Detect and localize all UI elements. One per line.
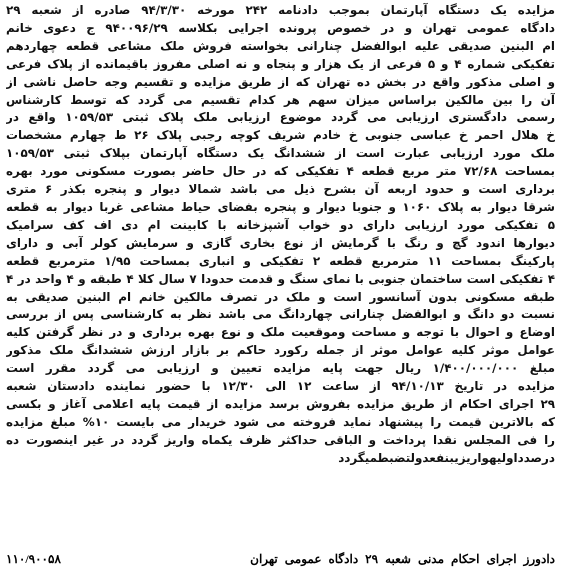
- reference-number: ۱۱۰/۹۰۰۵۸: [6, 551, 61, 566]
- notice-line: دادگاه عمومی تهران و در خصوص پرونده اجرایی بکلاسه ۹۴۰۰۹۶/۲۹ ج دعوی خانم: [6, 20, 555, 35]
- notice-body: [6, 2, 555, 468]
- notice-line: طبقه مسکونی بدون آسانسور است و ملک در تصرف مالکین خانم ام البنین صدیقی به: [6, 289, 555, 304]
- notice-line: ملک مورد ارزیابی عبارت است از ششدانگ یک دستگاه آپارتمان بپلاک ثبتی ۱۰۵۹/۵۳: [6, 146, 555, 161]
- notice-line: را فی المجلس نقدا پرداخت و الباقی حداکثر ظرف یکماه واریز گردد در غیر اینصورت ده: [6, 432, 555, 447]
- notice-line: که بالاترین قیمت را پیشنهاد نماید فروخته می شود خریدار می بایست ۱۰% مبلغ مزایده: [6, 414, 555, 429]
- notice-line: ام البنین صدیقی علیه ابوالفضل چنارانی بخواسته فروش ملک مشاعی قطعه چهاردهم: [6, 38, 555, 53]
- notice-line: دیوارها اندود گچ و رنگ با گرمایش از نوع بخاری گازی و سرمایش کولر آبی و دارای: [6, 235, 555, 250]
- notice-line: مبلغ ۱/۴۰۰/۰۰۰/۰۰۰ ریال جهت پایه مزایده تعیین و ارزیابی می گردد مقرر است: [6, 361, 555, 376]
- notice-line: مزایده یک دستگاه آپارتمان بموجب دادنامه ۲۴۲ مورخه ۹۴/۳/۳۰ صادره از شعبه ۲۹: [6, 3, 555, 17]
- notice-line: پارکینگ بمساحت ۱۱ مترمربع قطعه ۲ تفکیکی و انباری بمساحت ۱/۹۵ مترمربع قطعه: [6, 253, 555, 268]
- notice-line: مزایده در تاریخ ۹۴/۱۰/۱۳ از ساعت ۱۲ الی ۱۲/۳۰ با حضور نماینده دادستان شعبه: [6, 379, 555, 394]
- notice-line: رسمی دادگستری ارزیابی می گردد موضوع ارزیابی ملک پلاک ثبتی ۱۰۵۹/۵۳ واقع در: [6, 110, 555, 125]
- notice-line: بمساحت ۷۲/۶۸ متر مربع قطعه ۴ تفکیکی که در حال حاضر بصورت مسکونی مورد بهره: [6, 164, 555, 179]
- notice-line: ۴ تفکیکی است ساختمان جنوبی با نمای سنگ و قدمت حدودا ۷ سال کلا ۴ طبقه و ۴ واحد در ۴: [6, 271, 555, 286]
- notice-line: ۲۹ اجرای احکام از طریق مزایده بفروش برسد مزایده از قیمت پایه اعلامی آغاز و بکسی: [6, 396, 555, 411]
- notice-line: تفکیکی شماره ۴ و ۵ فرعی از یک هزار و پنجاه و نه اصلی مفروز باقیمانده از پلاک فرعی: [6, 56, 555, 71]
- issuer-signature: دادورز اجرای احکام مدنی شعبه ۲۹ دادگاه عمومی تهران: [250, 551, 555, 566]
- notice-line: نسبت دو دانگ و ابوالفضل چنارانی چهاردانگ می باشد نظر به کارشناسی پس از بررسی: [6, 307, 555, 322]
- notice-footer: [6, 549, 555, 569]
- notice-line: و اصلی مذکور واقع در بخش ده تهران که از طریق مزایده و تقسیم وجه حاصل ناشی از: [6, 74, 555, 89]
- notice-line: درصدداولیهواریزیبنفعدولتضبطمیگردد: [338, 450, 555, 465]
- notice-line: اوضاع و احوال با توجه و مساحت وموقعیت ملک و نوع بهره برداری و در نظر گرفتن کلیه: [6, 325, 555, 340]
- notice-line: آن را بین مالکین براساس میزان سهم هر کدام تقسیم می گردد که توسط کارشناس: [6, 92, 555, 107]
- notice-line: خ هلال احمر خ عباسی جنوبی خ خادم شریف کوچه رجبی پلاک ۲۶ ط چهارم مشخصات: [6, 128, 555, 143]
- notice-line: شرقا دیوار به پلاک ۱۰۶۰ و جنوبا دیوار و پنجره بفضای حیاط مشاعی غربا دیوار به قطعه: [6, 199, 555, 214]
- notice-line: ۵ تفکیکی مورد ارزیابی دارای دو خواب آشپزخانه با کابینت ام دی اف کف سرامیک: [6, 217, 555, 232]
- notice-line: عوامل موثر کلیه عوامل موثر از جمله رکورد حاکم بر بازار ارزش ششدانگ ملک مذکور: [6, 343, 555, 358]
- notice-line: برداری است و حدود اربعه آن بشرح ذیل می باشد شمالا دیوار و پنجره بکذر ۶ متری: [6, 182, 555, 197]
